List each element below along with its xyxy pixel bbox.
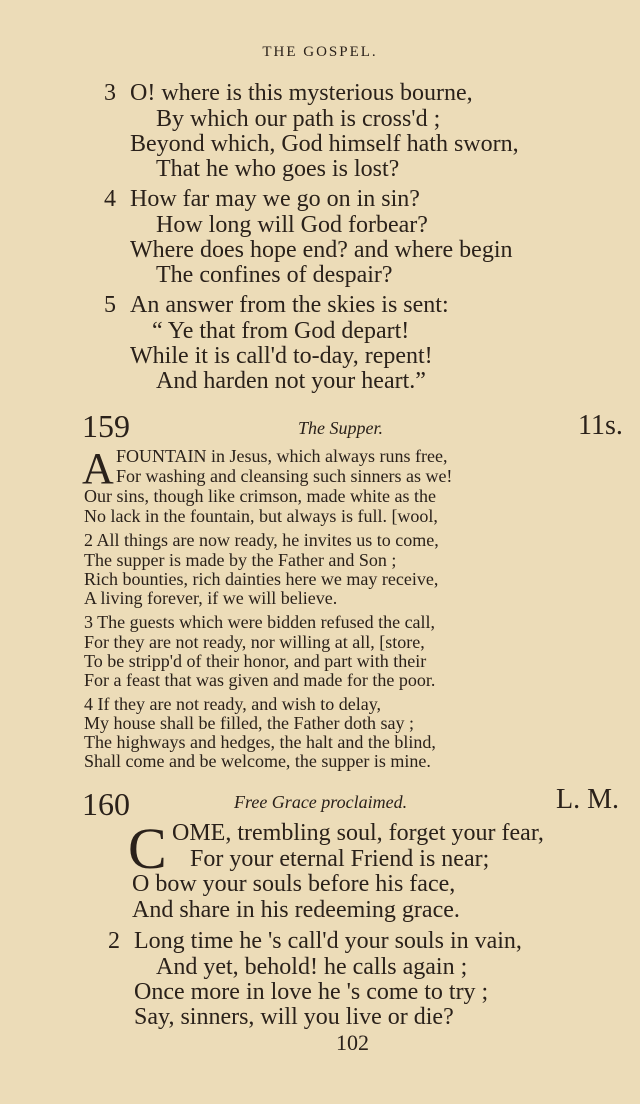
- verse-line: 4 If they are not ready, and wish to delay,: [84, 694, 382, 714]
- verse-line: OME, trembling soul, forget your fear,: [172, 820, 544, 846]
- verse-line: How far may we go on in sin?: [130, 186, 420, 212]
- hymn-number: 160: [82, 786, 130, 822]
- verse-line: 2 All things are now ready, he invites us to come,: [84, 530, 439, 550]
- verse-line: 3 The guests which were bidden refused the call,: [84, 612, 436, 632]
- verse-line: Say, sinners, will you live or die?: [134, 1004, 454, 1030]
- verse-number: 2: [108, 928, 120, 954]
- verse-line: That he who goes is lost?: [156, 156, 400, 182]
- verse-line: For they are not ready, nor willing at all, [store,: [84, 632, 425, 652]
- verse-line: The confines of despair?: [156, 262, 393, 288]
- verse-line: Rich bounties, rich dainties here we may receive,: [84, 569, 439, 589]
- hymn-title: The Supper.: [298, 418, 383, 438]
- verse-number: 3: [104, 80, 116, 106]
- verse-line: Our sins, though like crimson, made white as the: [84, 486, 436, 506]
- verse-line: While it is call'd to-day, repent!: [130, 343, 433, 369]
- verse-line: An answer from the skies is sent:: [130, 292, 449, 318]
- verse-line: For your eternal Friend is near;: [190, 846, 490, 872]
- verse-line: And harden not your heart.”: [156, 368, 426, 394]
- verse-line: Beyond which, God himself hath sworn,: [130, 131, 519, 157]
- verse-line: Where does hope end? and where begin: [130, 237, 513, 263]
- verse-line: Once more in love he 's come to try ;: [134, 979, 489, 1005]
- page-number: 102: [336, 1030, 369, 1055]
- verse-line: No lack in the fountain, but always is full. [wool,: [84, 506, 438, 526]
- hymn-number: 159: [82, 408, 130, 444]
- verse-line: “ Ye that from God depart!: [152, 318, 410, 344]
- hymn-meter: 11s.: [578, 410, 623, 441]
- verse-line: Long time he 's call'd your souls in vain,: [134, 928, 522, 954]
- verse-line: A living forever, if we will believe.: [84, 588, 338, 608]
- verse-line: O bow your souls before his face,: [132, 871, 456, 897]
- hymn-title: Free Grace proclaimed.: [234, 792, 408, 812]
- verse-line: Shall come and be welcome, the supper is mine.: [84, 751, 431, 771]
- verse-line: The supper is made by the Father and Son ;: [84, 550, 397, 570]
- verse-line: For washing and cleansing such sinners as we!: [116, 466, 453, 486]
- verse-line: O! where is this mysterious bourne,: [130, 80, 473, 106]
- verse-line: By which our path is cross'd ;: [156, 106, 441, 132]
- drop-cap: A: [82, 444, 114, 493]
- verse-line: And share in his redeeming grace.: [132, 897, 460, 923]
- verse-number: 5: [104, 292, 116, 318]
- verse-line: How long will God forbear?: [156, 212, 428, 238]
- verse-number: 4: [104, 186, 116, 212]
- running-head: THE GOSPEL.: [262, 44, 378, 60]
- verse-line: My house shall be filled, the Father doth say ;: [84, 713, 414, 733]
- verse-line: For a feast that was given and made for the poor.: [84, 670, 436, 690]
- verse-line: The highways and hedges, the halt and the blind,: [84, 732, 436, 752]
- verse-line: FOUNTAIN in Jesus, which always runs free,: [116, 446, 448, 466]
- verse-line: To be stripp'd of their honor, and part with their: [84, 651, 427, 671]
- verse-line: And yet, behold! he calls again ;: [156, 954, 468, 980]
- hymn-meter: L. M.: [556, 784, 619, 815]
- drop-cap: C: [128, 816, 167, 881]
